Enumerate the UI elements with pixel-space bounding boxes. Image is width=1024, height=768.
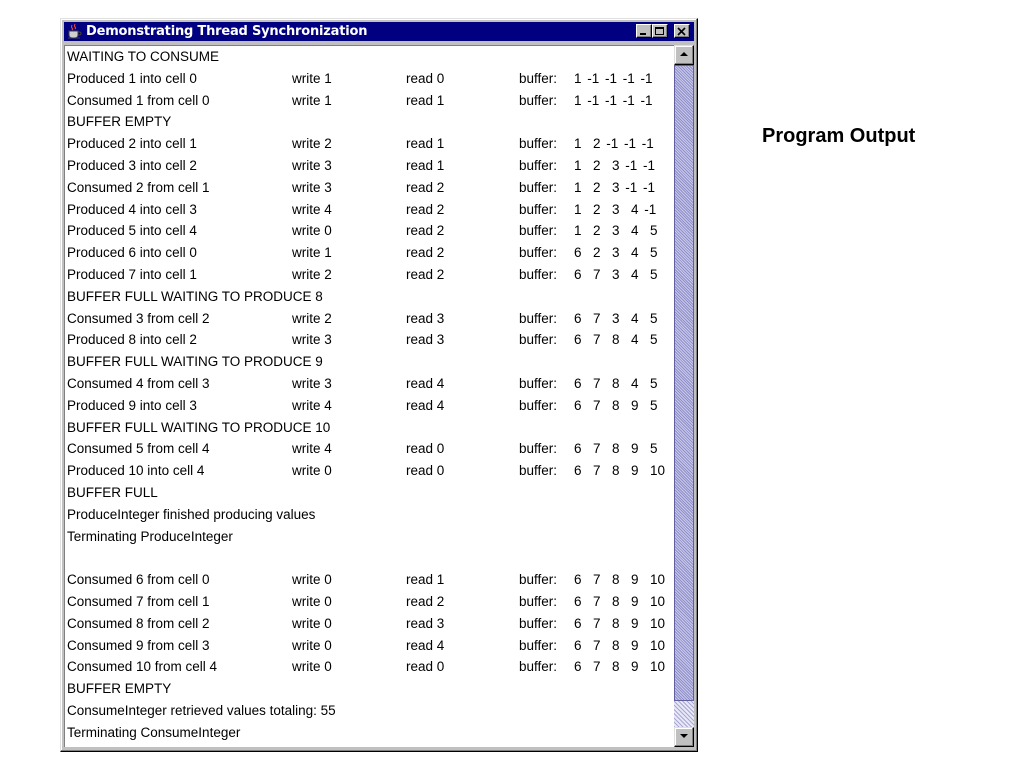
scroll-up-button[interactable] bbox=[674, 45, 694, 65]
output-text-area[interactable] bbox=[64, 45, 674, 747]
write-index: write 0 bbox=[292, 615, 332, 631]
buffer-values: 6 7 8 9 10 bbox=[574, 594, 666, 609]
message: ConsumeInteger retrieved values totaling: 55 bbox=[67, 703, 336, 718]
read-index: read 1 bbox=[406, 572, 445, 588]
buffer-label: buffer: bbox=[519, 615, 558, 631]
write-index: write 3 bbox=[292, 332, 332, 348]
message: Consumed 8 from cell 2 bbox=[67, 615, 210, 631]
buffer-values: 1 2 -1 -1 -1 bbox=[574, 136, 654, 152]
buffer-values: 6 7 8 9 5 bbox=[574, 441, 658, 457]
buffer-label: buffer: bbox=[519, 594, 558, 609]
buffer-label: buffer: bbox=[519, 441, 558, 457]
read-index: read 0 bbox=[406, 463, 445, 479]
buffer-values: 6 7 8 9 10 bbox=[574, 463, 666, 479]
message: BUFFER FULL bbox=[67, 485, 158, 500]
write-index: write 0 bbox=[292, 463, 332, 479]
write-index: write 0 bbox=[292, 637, 332, 653]
write-index: write 2 bbox=[292, 136, 332, 152]
message: BUFFER EMPTY bbox=[67, 681, 172, 697]
buffer-values: 6 7 8 9 10 bbox=[574, 615, 666, 631]
read-index: read 0 bbox=[406, 441, 445, 457]
buffer-label: buffer: bbox=[519, 223, 558, 239]
read-index: read 2 bbox=[406, 594, 445, 609]
message: Produced 3 into cell 2 bbox=[67, 158, 197, 173]
write-index: write 0 bbox=[292, 223, 332, 239]
close-icon bbox=[677, 27, 687, 36]
read-index: read 3 bbox=[406, 310, 445, 326]
buffer-values: 6 7 3 4 5 bbox=[574, 267, 658, 282]
title-bar[interactable] bbox=[64, 22, 694, 41]
message: Produced 4 into cell 3 bbox=[67, 201, 197, 217]
buffer-label: buffer: bbox=[519, 637, 558, 653]
message: Consumed 3 from cell 2 bbox=[67, 310, 210, 326]
write-index: write 3 bbox=[292, 179, 332, 195]
minimize-icon bbox=[639, 27, 649, 35]
buffer-label: buffer: bbox=[519, 659, 558, 675]
write-index: write 3 bbox=[292, 158, 332, 173]
buffer-values: 1 2 3 -1 -1 bbox=[574, 179, 656, 195]
message: Terminating ConsumeInteger bbox=[67, 724, 241, 740]
message: Produced 9 into cell 3 bbox=[67, 397, 197, 413]
message: ProduceInteger finished producing values bbox=[67, 506, 316, 522]
buffer-values: 6 7 8 9 10 bbox=[574, 637, 666, 653]
buffer-label: buffer: bbox=[519, 179, 558, 195]
buffer-label: buffer: bbox=[519, 267, 558, 282]
read-index: read 0 bbox=[406, 70, 445, 86]
buffer-label: buffer: bbox=[519, 70, 558, 86]
close-button[interactable] bbox=[674, 24, 690, 38]
maximize-button[interactable] bbox=[652, 24, 668, 38]
message: Terminating ProduceInteger bbox=[67, 528, 233, 544]
buffer-label: buffer: bbox=[519, 397, 558, 413]
buffer-label: buffer: bbox=[519, 201, 558, 217]
read-index: read 4 bbox=[406, 637, 445, 653]
maximize-icon bbox=[655, 27, 665, 36]
buffer-label: buffer: bbox=[519, 158, 558, 173]
message: Produced 7 into cell 1 bbox=[67, 267, 197, 282]
buffer-label: buffer: bbox=[519, 376, 558, 391]
window-title: Demonstrating Thread Synchronization bbox=[86, 24, 368, 39]
message: Consumed 9 from cell 3 bbox=[67, 637, 210, 653]
buffer-label: buffer: bbox=[519, 92, 558, 108]
java-cup-icon bbox=[66, 23, 82, 39]
buffer-label: buffer: bbox=[519, 245, 558, 261]
app-window bbox=[60, 18, 698, 752]
message: Produced 10 into cell 4 bbox=[67, 463, 205, 479]
write-index: write 0 bbox=[292, 659, 332, 675]
buffer-values: 6 7 8 4 5 bbox=[574, 332, 658, 348]
read-index: read 4 bbox=[406, 397, 445, 413]
buffer-values: 6 2 3 4 5 bbox=[574, 245, 658, 261]
message: Consumed 6 from cell 0 bbox=[67, 572, 210, 588]
vertical-scrollbar[interactable] bbox=[674, 45, 694, 747]
buffer-label: buffer: bbox=[519, 572, 558, 588]
buffer-values: 6 7 8 9 10 bbox=[574, 659, 666, 675]
message: WAITING TO CONSUME bbox=[67, 49, 220, 64]
arrow-up-icon bbox=[680, 52, 688, 57]
program-output-label: Program Output bbox=[762, 125, 916, 147]
read-index: read 1 bbox=[406, 92, 445, 108]
message: BUFFER EMPTY bbox=[67, 114, 172, 130]
write-index: write 1 bbox=[292, 245, 332, 261]
read-index: read 1 bbox=[406, 158, 445, 173]
read-index: read 2 bbox=[406, 179, 445, 195]
message: Consumed 10 from cell 4 bbox=[67, 659, 218, 675]
write-index: write 0 bbox=[292, 572, 332, 588]
message: Produced 5 into cell 4 bbox=[67, 223, 197, 239]
read-index: read 2 bbox=[406, 245, 445, 261]
scroll-down-button[interactable] bbox=[674, 727, 694, 747]
write-index: write 4 bbox=[292, 397, 332, 413]
write-index: write 1 bbox=[292, 92, 332, 108]
read-index: read 4 bbox=[406, 376, 445, 391]
buffer-values: 1 2 3 4 -1 bbox=[574, 201, 657, 217]
message: Produced 8 into cell 2 bbox=[67, 332, 197, 348]
buffer-values: 1 2 3 4 5 bbox=[574, 223, 658, 239]
message: Consumed 2 from cell 1 bbox=[67, 179, 210, 195]
minimize-button[interactable] bbox=[636, 24, 652, 38]
message: BUFFER FULL WAITING TO PRODUCE 8 bbox=[67, 288, 323, 304]
scroll-thumb[interactable] bbox=[674, 65, 694, 701]
message: Produced 1 into cell 0 bbox=[67, 70, 197, 86]
arrow-down-icon bbox=[680, 734, 688, 739]
write-index: write 2 bbox=[292, 267, 332, 282]
buffer-values: 1 2 3 -1 -1 bbox=[574, 158, 656, 173]
message: Consumed 1 from cell 0 bbox=[67, 92, 210, 108]
write-index: write 1 bbox=[292, 70, 332, 86]
message: Consumed 4 from cell 3 bbox=[67, 376, 210, 391]
read-index: read 2 bbox=[406, 267, 445, 282]
buffer-label: buffer: bbox=[519, 136, 558, 152]
buffer-values: 6 7 8 4 5 bbox=[574, 376, 658, 391]
buffer-values: 1 -1 -1 -1 -1 bbox=[574, 70, 653, 86]
buffer-values: 6 7 3 4 5 bbox=[574, 310, 658, 326]
message: Produced 6 into cell 0 bbox=[67, 245, 197, 261]
read-index: read 0 bbox=[406, 659, 445, 675]
message: Consumed 5 from cell 4 bbox=[67, 441, 210, 457]
read-index: read 3 bbox=[406, 332, 445, 348]
buffer-label: buffer: bbox=[519, 310, 558, 326]
read-index: read 2 bbox=[406, 201, 445, 217]
buffer-values: 6 7 8 9 5 bbox=[574, 397, 658, 413]
buffer-label: buffer: bbox=[519, 332, 558, 348]
read-index: read 2 bbox=[406, 223, 445, 239]
buffer-values: 6 7 8 9 10 bbox=[574, 572, 666, 588]
write-index: write 3 bbox=[292, 376, 332, 391]
read-index: read 1 bbox=[406, 136, 445, 152]
buffer-values: 1 -1 -1 -1 -1 bbox=[574, 92, 653, 108]
buffer-label: buffer: bbox=[519, 463, 558, 479]
message: BUFFER FULL WAITING TO PRODUCE 9 bbox=[67, 354, 323, 370]
read-index: read 3 bbox=[406, 615, 445, 631]
message: Consumed 7 from cell 1 bbox=[67, 594, 210, 609]
write-index: write 4 bbox=[292, 201, 332, 217]
write-index: write 2 bbox=[292, 310, 332, 326]
write-index: write 4 bbox=[292, 441, 332, 457]
write-index: write 0 bbox=[292, 594, 332, 609]
message: BUFFER FULL WAITING TO PRODUCE 10 bbox=[67, 419, 331, 435]
message: Produced 2 into cell 1 bbox=[67, 136, 197, 152]
